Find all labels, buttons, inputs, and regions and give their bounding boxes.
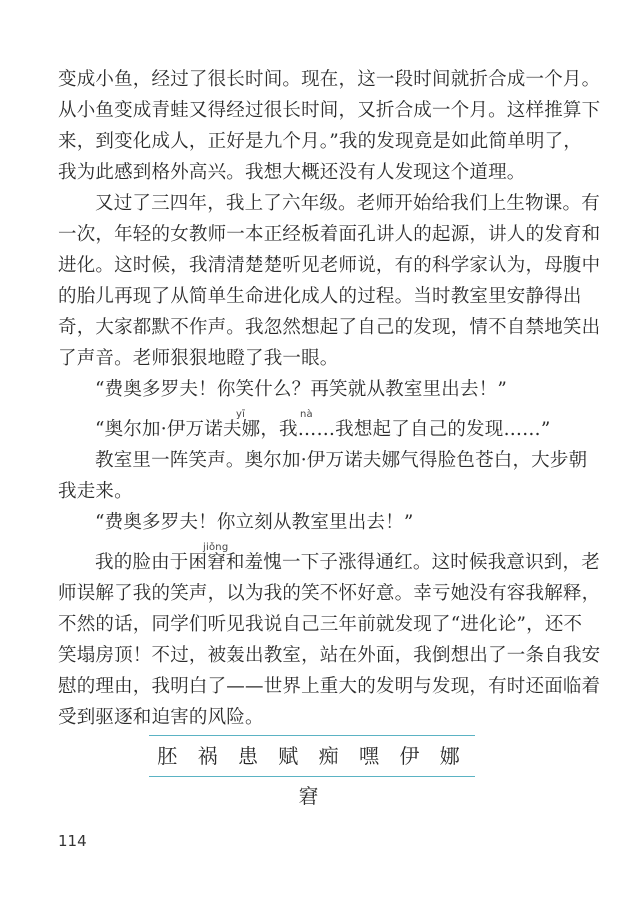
text-line: 我走来。 [58,481,133,502]
text-line: 师误解了我的笑声，以为我的笑不怀好意。幸亏她没有容我解释， [58,583,601,604]
text-line-content: “奥尔加·伊万诺夫娜，我……我想起了自己的发现……” [95,419,551,440]
pinyin-jiong: jiǒng [203,542,229,553]
text-line: 一次，年轻的女教师一本正经板着面孔讲人的起源，讲人的发育和 [58,224,601,245]
page-number: 114 [58,832,87,850]
text-line: “费奥多罗夫！你立刻从教室里出去！” [95,512,414,533]
text-line: 又过了三四年，我上了六年级。老师开始给我们上生物课。有 [95,193,600,214]
text-line: 从小鱼变成青蛙又得经过很长时间，又折合成一个月。这样推算下 [58,100,601,121]
text-line: “费奥多罗夫！你笑什么？再笑就从教室里出去！” [95,379,508,400]
text-line: 来，到变化成人，正好是九个月。”我的发现竟是如此简单明了， [58,131,583,152]
text-line: 的胎儿再现了从简单生命进化成人的过程。当时教室里安静得出 [58,286,582,307]
text-line-annotated [58,409,592,445]
text-line: 慰的理由，我明白了——世界上重大的发明与发现，有时还面临着 [58,676,601,697]
text-line: 了声音。老师狠狠地瞪了我一眼。 [58,348,339,369]
pinyin-na: nà [300,409,313,420]
text-line: 我为此感到格外高兴。我想大概还没有人发现这个道理。 [58,162,526,183]
pinyin-yi: yī [236,409,246,420]
vocabulary-words: 胚 祸 患 赋 痴 嘿 伊 娜 窘 [157,744,467,808]
text-line: 奇，大家都默不作声。我忽然想起了自己的发现，情不自禁地笑出 [58,317,601,338]
text-line-annotated [58,542,600,578]
text-line: 变成小鱼，经过了很长时间。现在，这一段时间就折合成一个月。 [58,69,601,90]
text-line: 进化。这时候，我清清楚楚听见老师说，有的科学家认为，母腹中 [58,255,601,276]
body-text [58,64,601,733]
text-line: 不然的话，同学们听见我说自己三年前就发现了“进化论”，还不 [58,614,583,635]
text-line-content: 我的脸由于困窘和羞愧一下子涨得通红。这时候我意识到，老 [95,552,600,573]
text-line: 笑塌房顶！不过，被轰出教室，站在外面，我倒想出了一条自我安 [58,645,601,666]
text-line: 受到驱逐和迫害的风险。 [58,707,264,728]
vocabulary-box [149,735,475,808]
text-line: 教室里一阵笑声。奥尔加·伊万诺夫娜气得脸色苍白，大步朝 [95,450,588,471]
